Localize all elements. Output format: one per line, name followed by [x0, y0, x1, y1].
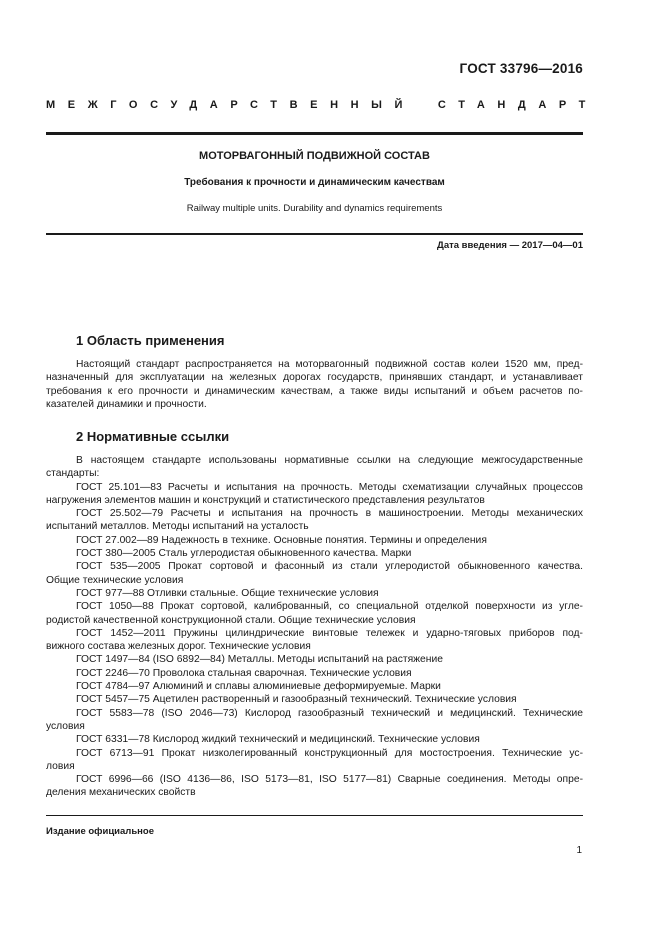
reference-line: нагружения элементов машин и конструкций и статистического представления результатов [46, 494, 485, 506]
reference-line: ГОСТ 25.101—83 Расчеты и испытания на прочность. Методы схематизации случайных процессов [76, 481, 583, 493]
reference-line: ГОСТ 6996—66 (ISO 4136—86, ISO 5173—81, ISO 5177—81) Сварные соединения. Методы опре- [76, 774, 583, 786]
paragraph-line: В настоящем стандарте использованы нормативные ссылки на следующие межгосударственные [76, 455, 583, 466]
reference-line: ГОСТ 2246—70 Проволока стальная сварочная. Технические условия [76, 667, 412, 679]
introduction-date: Дата введения — 2017—04—01 [437, 240, 583, 251]
paragraph-line: казателей динамики и прочности. [46, 398, 207, 410]
reference-line: ГОСТ 977—88 Отливки стальные. Общие технические условия [76, 587, 379, 599]
paragraph-line: стандарты: [46, 468, 100, 480]
paragraph-line: Настоящий стандарт распространяется на моторвагонный подвижной состав колеи 1520 мм, пред- [76, 359, 583, 370]
reference-line: ГОСТ 4784—97 Алюминий и сплавы алюминиевые деформируемые. Марки [76, 681, 441, 693]
footer-divider [46, 815, 583, 816]
reference-line: ГОСТ 1497—84 (ISO 6892—84) Металлы. Методы испытаний на растяжение [76, 654, 443, 666]
document-title: МОТОРВАГОННЫЙ ПОДВИЖНОЙ СОСТАВ [199, 150, 430, 162]
reference-line: ловия [46, 760, 75, 772]
interstate-word: МЕЖГОСУДАРСТВЕННЫЙ [46, 99, 416, 111]
reference-line: ГОСТ 6331—78 Кислород жидкий технический и медицинский. Технические условия [76, 734, 480, 746]
document-subtitle: Требования к прочности и динамическим качествам [184, 177, 445, 188]
section-1-heading: 1 Область применения [76, 333, 225, 348]
reference-line: ГОСТ 380—2005 Сталь углеродистая обыкновенного качества. Марки [76, 548, 412, 560]
official-edition-label: Издание официальное [46, 826, 154, 837]
reference-line: ГОСТ 6713—91 Прокат низколегированный конструкционный для мостостроения. Технические ус- [76, 747, 583, 759]
section-2-heading: 2 Нормативные ссылки [76, 429, 230, 444]
reference-line: испытаний металлов. Методы испытаний на усталость [46, 521, 309, 533]
paragraph-line: назначенный для эксплуатации на железных дорогах государств, принявших стандарт, и устанавливает [46, 372, 583, 384]
reference-line: Общие технические условия [46, 574, 184, 586]
standard-word: СТАНДАРТ [437, 99, 598, 111]
reference-line: родистой качественной конструкционной стали. Общие технические условия [46, 614, 416, 626]
reference-line: ГОСТ 27.002—89 Надежность в технике. Основные понятия. Термины и определения [76, 534, 487, 546]
page-number: 1 [576, 845, 582, 856]
header-divider [46, 132, 583, 135]
reference-line: ГОСТ 535—2005 Прокат сортовой и фасонный из стали углеродистой обыкновенного качества. [76, 561, 583, 573]
interstate-standard-label [46, 99, 598, 111]
title-divider [46, 233, 583, 235]
reference-line: ГОСТ 25.502—79 Расчеты и испытания на прочность в машиностроении. Методы механических [76, 508, 583, 520]
gost-number: ГОСТ 33796—2016 [459, 61, 583, 76]
reference-line: деления механических свойств [46, 787, 196, 799]
section-1-body [46, 358, 583, 411]
english-title: Railway multiple units. Durability and dynamics requirements [186, 203, 443, 214]
reference-line: условия [46, 720, 85, 732]
section-2-body [46, 454, 583, 800]
paragraph-line: требования к его прочности и динамическим качествам, а также виды испытаний и объем расчетов по- [46, 385, 583, 397]
reference-line: ГОСТ 5457—75 Ацетилен растворенный и газообразный технический. Технические условия [76, 694, 517, 706]
reference-line: вижного состава железных дорог. Технические условия [46, 641, 311, 653]
reference-line: ГОСТ 1050—88 Прокат сортовой, калиброванный, со специальной отделкой поверхности из угле- [76, 601, 583, 613]
reference-line: ГОСТ 1452—2011 Пружины цилиндрические винтовые тележек и ударно-тяговых приборов под- [76, 627, 583, 639]
reference-line: ГОСТ 5583—78 (ISO 2046—73) Кислород газообразный технический и медицинский. Технические [76, 707, 583, 719]
